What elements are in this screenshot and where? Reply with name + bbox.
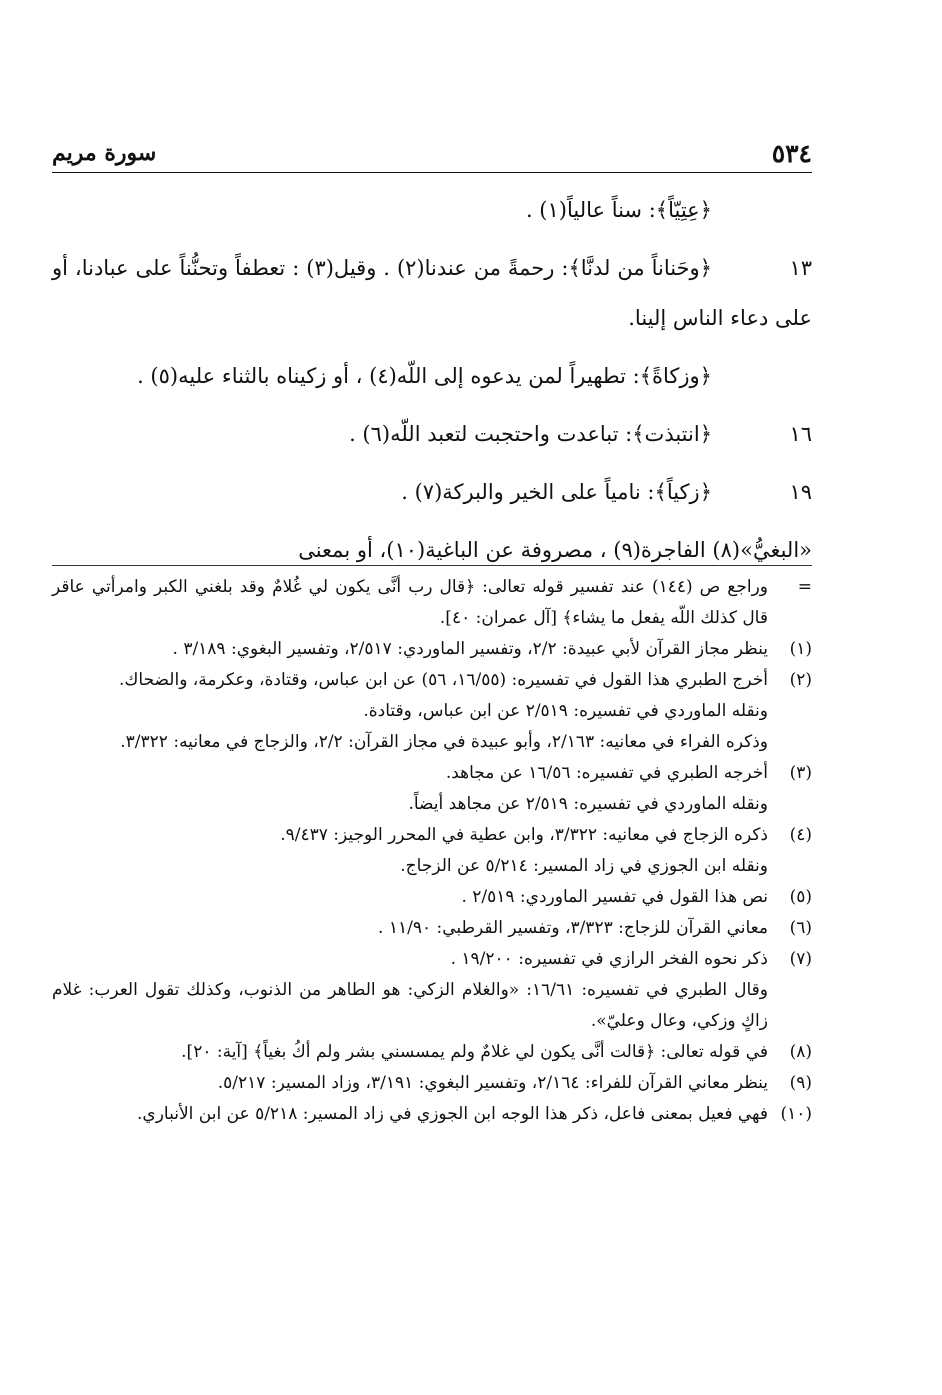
footnote-number: (٤) <box>789 825 812 845</box>
document-page <box>52 0 812 1395</box>
footnote <box>52 882 812 913</box>
page-number: ٥٣٤ <box>771 139 812 168</box>
entry-text: «البغيُّ»(٨) الفاجرة(٩) ، مصروفة عن الباغية(١٠)، أو بمعنى <box>298 538 812 562</box>
footnote-continuation <box>52 696 812 727</box>
footnote-text: ينظر معاني القرآن للفراء: ٢/١٦٤، وتفسير البغوي: ٣/١٩١، وزاد المسير: ٥/٢١٧. <box>217 1073 768 1093</box>
footnote-text: في قوله تعالى: ﴿قالت أنَّى يكون لي غلامٌ ولم يمسسني بشر ولم أكُ بغياً﴾ [آية: ٢٠]. <box>181 1042 768 1062</box>
footnote <box>52 1099 812 1130</box>
footnote-continuation <box>52 727 812 758</box>
verse-number: ١٣ <box>789 256 812 280</box>
footnote-number: (١٠) <box>780 1104 812 1124</box>
footnote <box>52 1037 812 1068</box>
verse-number: ١٦ <box>789 422 812 446</box>
footnote-number: (٩) <box>789 1073 812 1093</box>
entry <box>52 409 812 459</box>
footnote <box>52 913 812 944</box>
footnote <box>52 758 812 789</box>
footnote-text: ذكره الزجاج في معانيه: ٣/٣٢٢، وابن عطية في المحرر الوجيز: ٩/٤٣٧. <box>280 825 768 845</box>
entry-text <box>52 243 812 343</box>
footnote-number: (٢) <box>789 670 812 690</box>
footnote-text: ذكر نحوه الفخر الرازي في تفسيره: ١٩/٢٠٠ . <box>450 949 768 969</box>
footnote <box>52 665 812 696</box>
footnote <box>52 572 812 634</box>
footnote-number: (٦) <box>789 918 812 938</box>
page-header <box>52 136 812 173</box>
footnotes <box>52 572 812 1130</box>
entry <box>52 185 812 235</box>
entry <box>52 351 812 401</box>
footnote-number: (٧) <box>789 949 812 969</box>
entry <box>52 525 812 575</box>
footnote <box>52 944 812 975</box>
footnote-text: ينظر مجاز القرآن لأبي عبيدة: ٢/٢، وتفسير الماوردي: ٢/٥١٧، وتفسير البغوي: ٣/١٨٩ . <box>172 639 768 659</box>
entry-text: ﴿زكياً﴾: نامياً على الخير والبركة(٧) . <box>401 480 712 504</box>
footnote-number: = <box>797 577 812 597</box>
footnote-separator <box>52 565 812 566</box>
surah-title: سورة مريم <box>52 140 157 166</box>
footnote-continuation <box>52 975 812 1037</box>
entry-text-content: ﴿وحَناناً من لدنَّا﴾: رحمةً من عندنا(٢) . وقيل(٣) : تعطفاً وتحنُّناً على عبادنا، أو على دعاء الناس إلينا. <box>52 256 812 330</box>
footnote-text: ونقله ابن الجوزي في زاد المسير: ٥/٢١٤ عن الزجاج. <box>400 856 768 876</box>
footnote <box>52 820 812 851</box>
footnote-number: (٥) <box>789 887 812 907</box>
footnote <box>52 1068 812 1099</box>
entry-text: ﴿عِتِيّاً﴾: سناً عالياً(١) . <box>525 198 712 222</box>
footnote-text: نص هذا القول في تفسير الماوردي: ٢/٥١٩ . <box>461 887 768 907</box>
footnote-number: (٣) <box>789 763 812 783</box>
entry-text: ﴿وزكاةً﴾: تطهيراً لمن يدعوه إلى اللّه(٤) ، أو زكيناه بالثناء عليه(٥) . <box>137 364 712 388</box>
footnote-text: ونقله الماوردي في تفسيره: ٢/٥١٩ عن مجاهد أيضاً. <box>408 794 768 814</box>
footnote-number: (١) <box>789 639 812 659</box>
footnote <box>52 634 812 665</box>
footnote-continuation <box>52 789 812 820</box>
footnote-text: أخرجه الطبري في تفسيره: ١٦/٥٦ عن مجاهد. <box>445 763 768 783</box>
footnote-text: وقال الطبري في تفسيره: ١٦/٦١: «والغلام الزكي: هو الطاهر من الذنوب، وكذلك تقول العرب: غلام زاكٍ وزكي، وعال وعليّ». <box>52 980 768 1031</box>
footnote-continuation <box>52 851 812 882</box>
footnote-text: أخرج الطبري هذا القول في تفسيره: (١٦/٥٥، ٥٦) عن ابن عباس، وقتادة، وعكرمة، والضحاك. <box>118 670 768 690</box>
footnote-text: وذكره الفراء في معانيه: ٢/١٦٣، وأبو عبيدة في مجاز القرآن: ٢/٢، والزجاج في معانيه: ٣/٣٢٢. <box>120 732 768 752</box>
main-text <box>52 185 812 575</box>
footnote-text: معاني القرآن للزجاج: ٣/٣٢٣، وتفسير القرطبي: ١١/٩٠ . <box>378 918 768 938</box>
entry <box>52 243 812 343</box>
footnote-number: (٨) <box>789 1042 812 1062</box>
entry <box>52 467 812 517</box>
footnote-text: وراجع ص (١٤٤) عند تفسير قوله تعالى: ﴿قال رب أنَّى يكون لي غُلامٌ وقد بلغني الكبر وامرأتي عاقر قال كذلك اللّه يفعل ما يشاء﴾ [آل عمران: ٤٠]. <box>52 577 768 628</box>
verse-number: ١٩ <box>789 480 812 504</box>
footnote-text: فهي فعيل بمعنى فاعل، ذكر هذا الوجه ابن الجوزي في زاد المسير: ٥/٢١٨ عن ابن الأنباري. <box>137 1104 768 1124</box>
entry-text: ﴿انتبذت﴾: تباعدت واحتجبت لتعبد اللّه(٦) . <box>349 422 712 446</box>
footnote-text: ونقله الماوردي في تفسيره: ٢/٥١٩ عن ابن عباس، وقتادة. <box>363 701 768 721</box>
